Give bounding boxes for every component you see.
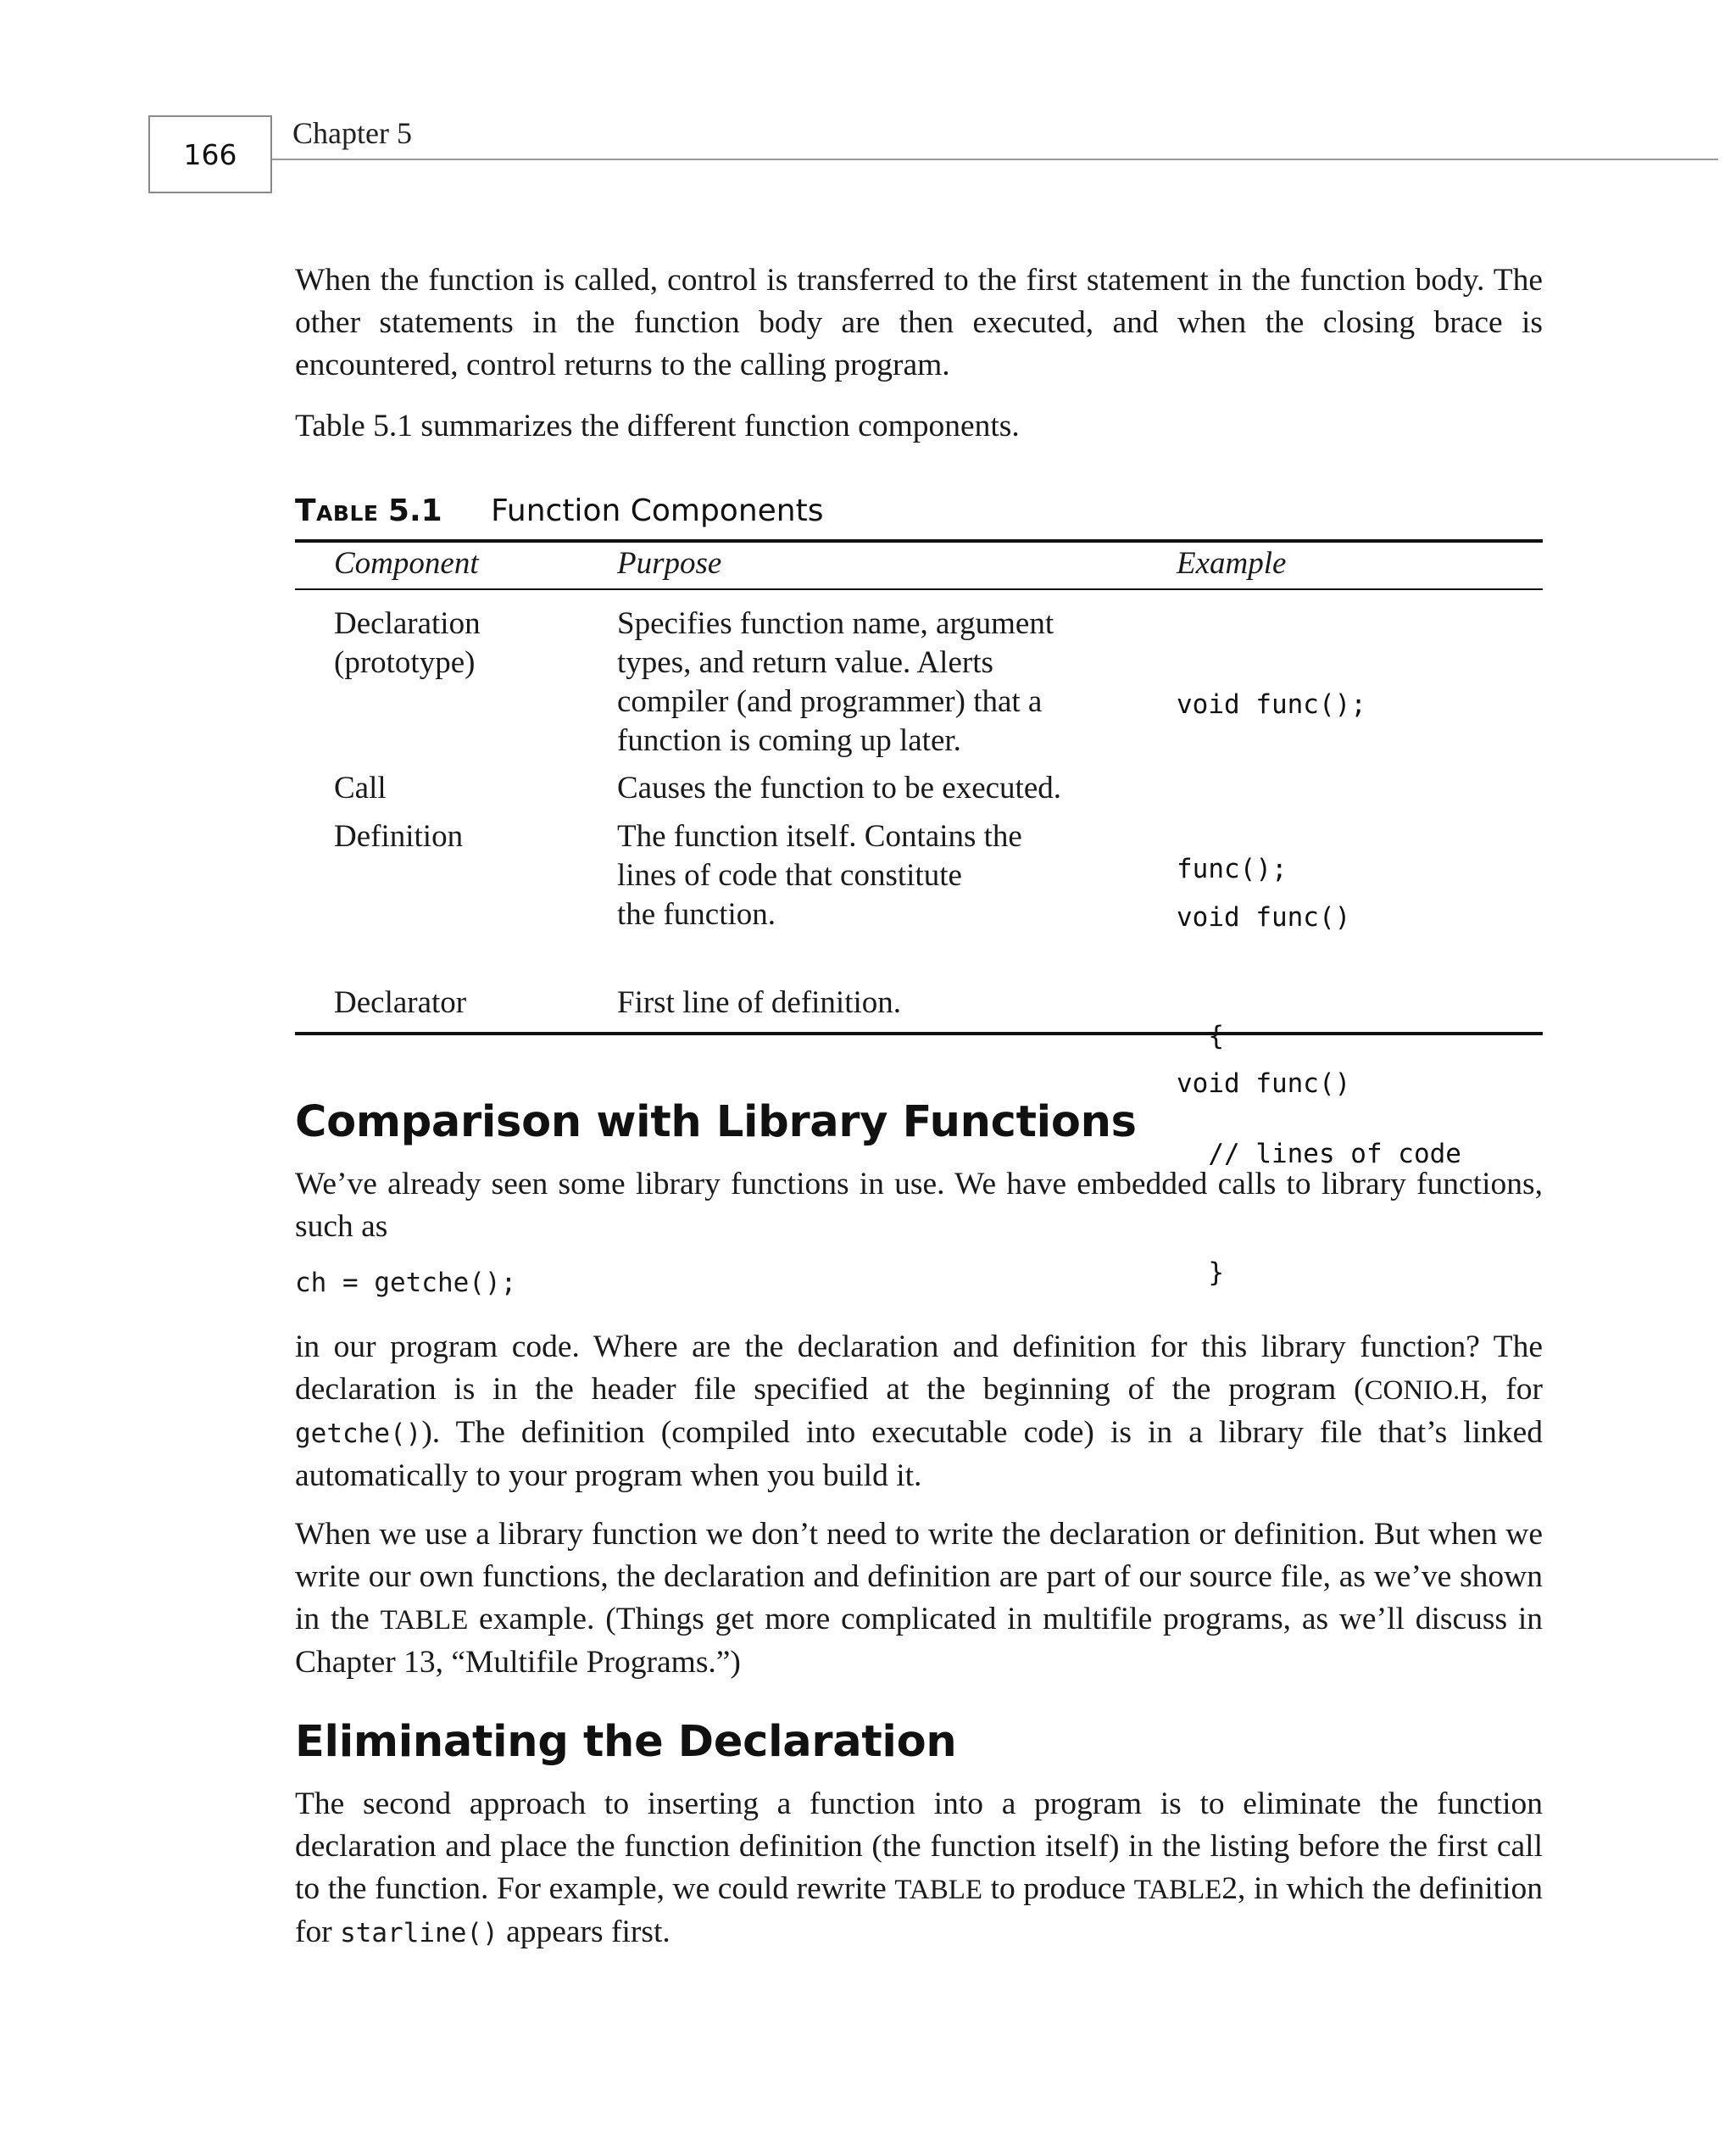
table-row-declarator-purpose [617,984,901,1023]
section-heading-library: Comparison with Library Functions [295,1097,1137,1147]
section-heading-eliminating: Eliminating the Declaration [295,1717,957,1767]
table-number: 5.1 [387,493,442,528]
program-name: TABLE [894,1875,983,1905]
library-paragraph-2 [295,1326,1543,1497]
table-row-call-purpose [617,769,1061,808]
table-row-declarator-component [334,984,466,1023]
table-cell: Specifies function name, argument [617,606,1054,641]
library-code-example: ch = getche(); [295,1268,517,1298]
table-row-declaration-component [334,605,481,683]
table-cell: function is coming up later. [617,723,961,758]
code-line: void func() [1177,1068,1351,1099]
header-file-name: CONIO.H [1364,1375,1481,1406]
text-run: 2, in which the definition for [295,1871,1543,1949]
text-run: in our program code. Where are the declaration and definition for this library function? The declaration is in the header file specified at the beginning of the program ( [295,1329,1543,1407]
chapter-label: Chapter 5 [292,116,412,150]
table-cell: Call [334,771,387,805]
text-run: ). The definition (compiled into executable code) is in a library file that’s linked automatically to your program when you build it. [295,1415,1543,1493]
code-line: { [1177,1020,1224,1051]
table-cell: Declaration [334,606,481,641]
table-row-call-component [334,769,387,808]
table-row-definition-purpose [617,817,1022,934]
table-row-declarator-example [1177,985,1350,1143]
text-run: The second approach to inserting a function into a program is to eliminate the function declaration and place the function definition (the function itself) in the listing before the first call to the function. For example, we could rewrite [295,1786,1543,1906]
table-cell: The function itself. Contains the [617,819,1022,854]
column-header-purpose: Purpose [617,546,722,581]
column-header-component: Component [334,546,479,581]
text-run: appears first. [498,1915,670,1949]
code-line: // lines of code [1177,1139,1461,1169]
text-run: example. (Things get more complicated in multifile programs, as we’ll discuss in Chapter 13, “Multifile Programs.”) [295,1602,1543,1680]
text-run: to produce [982,1871,1134,1906]
code-line: } [1177,1257,1224,1288]
intro-paragraph-1: When the function is called, control is transferred to the first statement in the function body. The other statements in the function body are then executed, and when the closing brace is encountered, control returns to the calling program. [295,263,1543,382]
text-run: , for [1480,1372,1543,1407]
table-cell: lines of code that constitute [617,858,962,893]
table-row-declaration-example [1177,606,1366,764]
eliminating-paragraph [295,1783,1543,1954]
table-cell: types, and return value. Alerts [617,645,993,680]
program-name: TABLE [1133,1875,1222,1905]
table-cell: Definition [334,819,464,854]
table-cell: Declarator [334,985,467,1020]
table-cell: First line of definition. [617,985,902,1020]
intro-paragraph-2: Table 5.1 summarizes the different function components. [295,409,1020,443]
inline-code: getche() [295,1419,422,1449]
column-header-example: Example [1177,546,1287,581]
inline-code: starline() [340,1918,498,1948]
table-cell: the function. [617,897,776,932]
code-line: void func() [1177,902,1351,933]
library-paragraph-1: We’ve already seen some library functions in use. We have embedded calls to library functions, such as [295,1167,1543,1244]
table-caption [295,493,823,528]
table-cell: (prototype) [334,645,476,680]
page-number: 166 [148,115,272,193]
table-row-definition-component [334,817,463,856]
table-row-declaration-purpose [617,605,1054,761]
text-run: When we use a library function we don’t need to write the declaration or definition. But when we write our own functions, the declaration and definition are part of our source file, as we’ve shown in the [295,1517,1543,1636]
library-paragraph-3 [295,1513,1543,1684]
table-title: Function Components [491,493,824,528]
code-line: void func(); [1177,689,1366,720]
table-cell: Causes the function to be executed. [617,771,1061,805]
table-label: Table [295,493,379,528]
table-cell: compiler (and programmer) that a [617,684,1043,719]
code-line: func(); [1177,854,1288,884]
header-rule [272,159,1718,160]
program-name: TABLE [380,1605,469,1636]
table-header-rule [295,588,1543,590]
table-top-rule [295,539,1543,543]
